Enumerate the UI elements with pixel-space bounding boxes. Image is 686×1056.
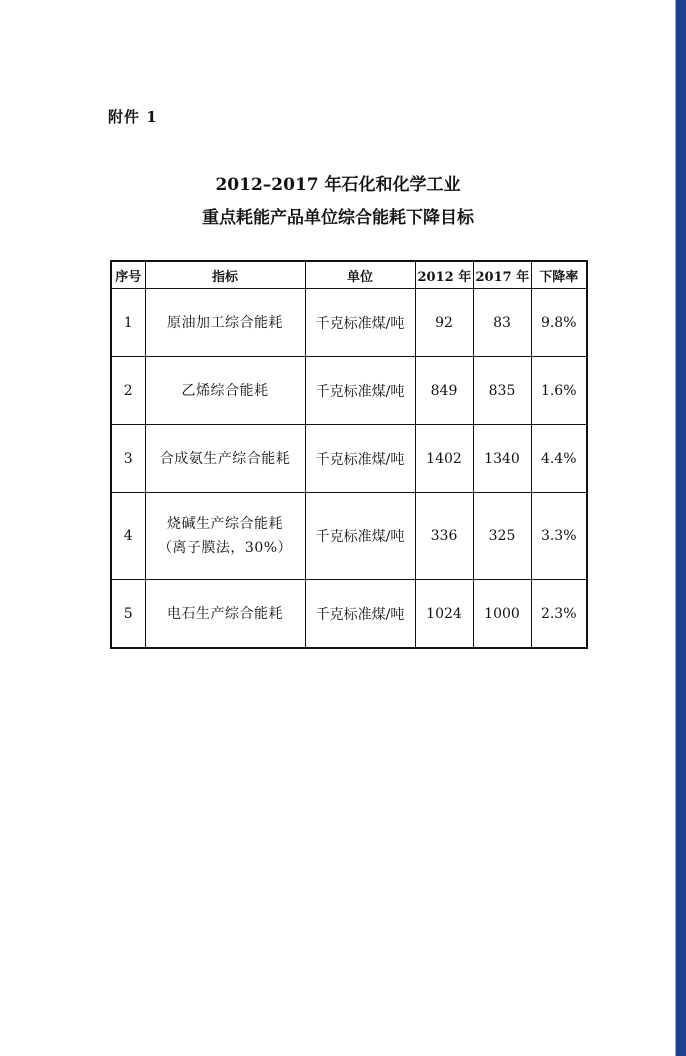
header-2012: 2012 年 [415, 261, 473, 289]
row-indicator [145, 425, 305, 493]
row-value-2017: 325 [473, 493, 531, 580]
row-indicator [145, 493, 305, 580]
indicator-line: （离子膜法，30%） [157, 540, 293, 556]
table-row [111, 289, 587, 357]
row-indicator [145, 357, 305, 425]
row-value-2012: 336 [415, 493, 473, 580]
row-unit: 千克标准煤/吨 [305, 493, 415, 580]
indicator-line: 乙烯综合能耗 [181, 382, 269, 399]
row-reduction-rate: 4.4% [531, 425, 587, 493]
row-no: 5 [111, 580, 145, 649]
energy-target-table [110, 260, 588, 649]
row-unit: 千克标准煤/吨 [305, 357, 415, 425]
document-title-line-1: 2012–2017 年石化和化学工业 [215, 175, 461, 195]
header-reduction-rate: 下降率 [531, 261, 587, 289]
row-value-2012: 849 [415, 357, 473, 425]
row-no: 2 [111, 357, 145, 425]
indicator-line: 烧碱生产综合能耗 [167, 516, 283, 532]
row-value-2017: 835 [473, 357, 531, 425]
scan-edge-border [676, 0, 686, 1056]
row-reduction-rate: 2.3% [531, 580, 587, 649]
row-indicator [145, 289, 305, 357]
indicator-line: 电石生产综合能耗 [167, 605, 283, 622]
table-row [111, 357, 587, 425]
row-value-2012: 92 [415, 289, 473, 357]
row-value-2017: 83 [473, 289, 531, 357]
row-reduction-rate: 9.8% [531, 289, 587, 357]
row-value-2012: 1402 [415, 425, 473, 493]
row-reduction-rate: 3.3% [531, 493, 587, 580]
row-value-2017: 1340 [473, 425, 531, 493]
row-value-2012: 1024 [415, 580, 473, 649]
row-indicator [145, 580, 305, 649]
table-row [111, 580, 587, 649]
row-no: 1 [111, 289, 145, 357]
table-header-row [111, 261, 587, 289]
table-row [111, 493, 587, 580]
header-no: 序号 [111, 261, 145, 289]
indicator-line: 原油加工综合能耗 [167, 314, 283, 331]
header-indicator: 指标 [145, 261, 305, 289]
row-no: 4 [111, 493, 145, 580]
header-unit: 单位 [305, 261, 415, 289]
row-no: 3 [111, 425, 145, 493]
document-title-line-2: 重点耗能产品单位综合能耗下降目标 [202, 208, 474, 228]
indicator-line: 合成氨生产综合能耗 [159, 450, 291, 467]
row-unit: 千克标准煤/吨 [305, 425, 415, 493]
row-value-2017: 1000 [473, 580, 531, 649]
row-unit: 千克标准煤/吨 [305, 580, 415, 649]
row-reduction-rate: 1.6% [531, 357, 587, 425]
header-2017: 2017 年 [473, 261, 531, 289]
row-unit: 千克标准煤/吨 [305, 289, 415, 357]
attachment-label: 附件 1 [108, 108, 158, 126]
table-row [111, 425, 587, 493]
